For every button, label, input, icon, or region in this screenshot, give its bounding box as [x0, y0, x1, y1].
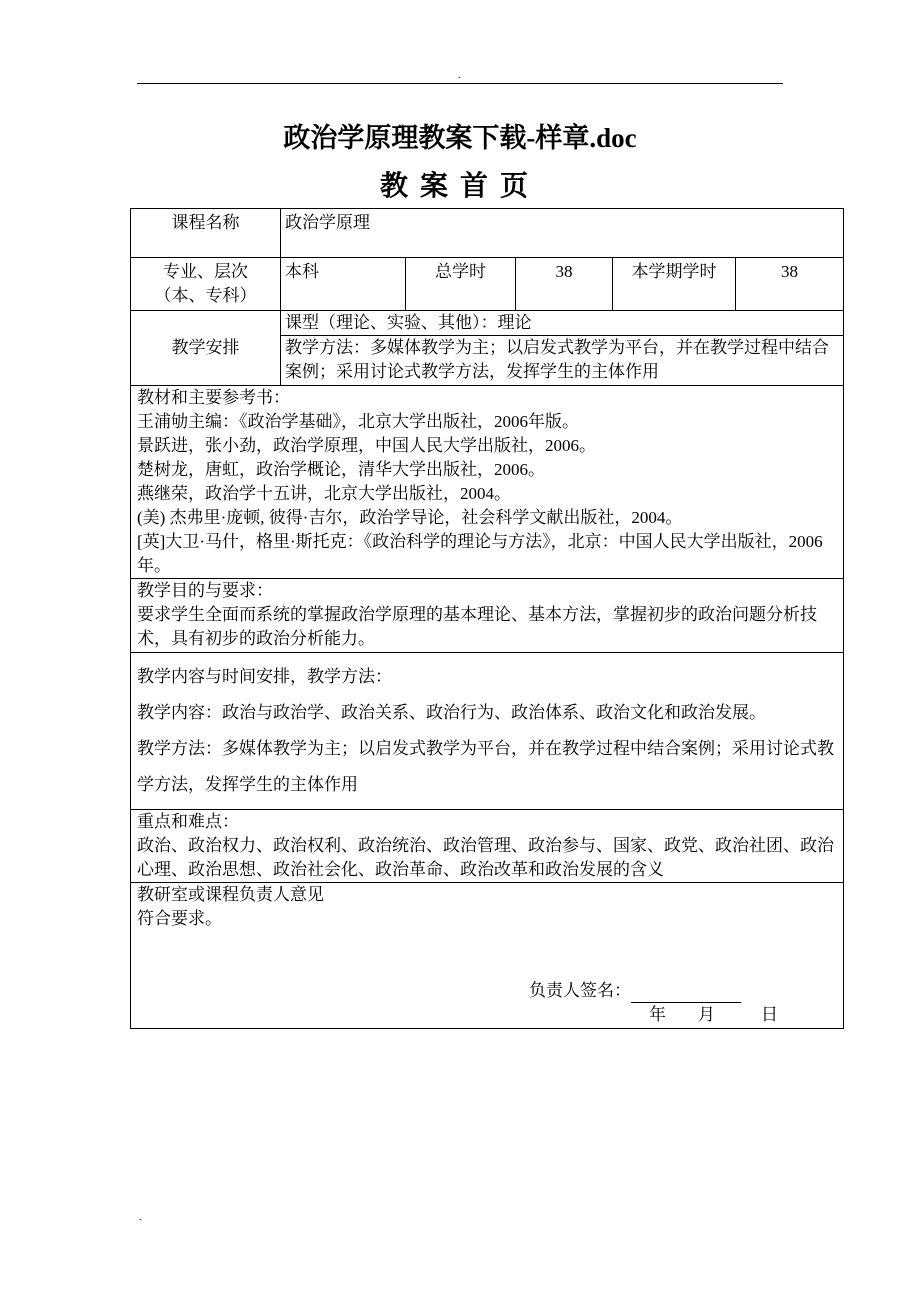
key-points-label: 重点和难点： [137, 812, 239, 831]
date-line [649, 1003, 778, 1027]
content-label: 教学内容与时间安排，教学方法： [137, 667, 392, 686]
date-year: 年 [649, 1005, 666, 1024]
level-value: 本科 [281, 258, 406, 311]
level-label-line2: （本、专科） [154, 286, 257, 305]
term-hours-value: 38 [736, 258, 844, 311]
reference-item: 燕继荣，政治学十五讲，北京大学出版社，2004。 [137, 484, 511, 503]
signature-label: 负责人签名： [529, 981, 631, 1000]
opinion-text: 符合要求。 [137, 909, 222, 928]
lesson-plan-table [130, 208, 844, 1029]
footer-dot: . [139, 1212, 142, 1223]
course-value: 政治学原理 [281, 209, 844, 258]
references-label: 教材和主要参考书： [137, 388, 290, 407]
course-label: 课程名称 [131, 209, 281, 258]
aims-text: 要求学生全面而系统的掌握政治学原理的基本理论、基本方法，掌握初步的政治问题分析技术，具有初步的政治分析能力。 [137, 605, 817, 648]
total-hours-value: 38 [516, 258, 613, 311]
level-label [131, 258, 281, 311]
reference-item: 景跃进，张小劲，政治学原理，中国人民大学出版社，2006。 [137, 436, 596, 455]
document-title: 政治学原理教案下载-样章.doc [283, 123, 637, 153]
aims-row [131, 579, 844, 653]
opinion-row [131, 883, 844, 1029]
level-row [131, 258, 844, 311]
arrangement-method: 教学方法：多媒体教学为主；以启发式教学为平台，并在教学过程中结合案例；采用讨论式教学方法，发挥学生的主体作用 [281, 336, 844, 386]
opinion-label: 教研室或课程负责人意见 [137, 885, 324, 904]
signature-line [529, 979, 741, 1003]
reference-item: [英]大卫·马什，格里·斯托克：《政治科学的理论与方法》，北京：中国人民大学出版社，2006年。 [137, 532, 823, 575]
content-method: 教学方法：多媒体教学为主；以启发式教学为平台，并在教学过程中结合案例；采用讨论式教学方法，发挥学生的主体作用 [137, 739, 834, 794]
content-row [131, 653, 844, 810]
reference-item: 楚树龙，唐虹，政治学概论，清华大学出版社，2006。 [137, 460, 545, 479]
references-row [131, 386, 844, 579]
signature-blank [631, 984, 741, 1003]
reference-item: (美) 杰弗里·庞顿, 彼得·吉尔，政治学导论，社会科学文献出版社，2004。 [137, 508, 683, 527]
header-dot: . [458, 70, 461, 81]
course-row [131, 209, 844, 258]
term-hours-label: 本学期学时 [613, 258, 736, 311]
date-day: 日 [761, 1005, 778, 1024]
key-points-row [131, 810, 844, 883]
date-month: 月 [698, 1005, 715, 1024]
content-text: 教学内容：政治与政治学、政治关系、政治行为、政治体系、政治文化和政治发展。 [137, 703, 766, 722]
level-label-line1: 专业、层次 [163, 262, 248, 281]
reference-item: 王浦劬主编：《政治学基础》，北京大学出版社，2006年版。 [137, 412, 579, 431]
total-hours-label: 总学时 [406, 258, 516, 311]
header-rule [137, 83, 783, 84]
key-points-text: 政治、政治权力、政治权利、政治统治、政治管理、政治参与、国家、政党、政治社团、政治心理、政治思想、政治社会化、政治革命、政治改革和政治发展的含义 [137, 836, 834, 879]
aims-label: 教学目的与要求： [137, 581, 273, 600]
document-subtitle: 教案首页 [379, 171, 540, 202]
arrangement-label: 教学安排 [131, 311, 281, 386]
arrangement-type: 课型（理论、实验、其他）：理论 [281, 311, 844, 336]
